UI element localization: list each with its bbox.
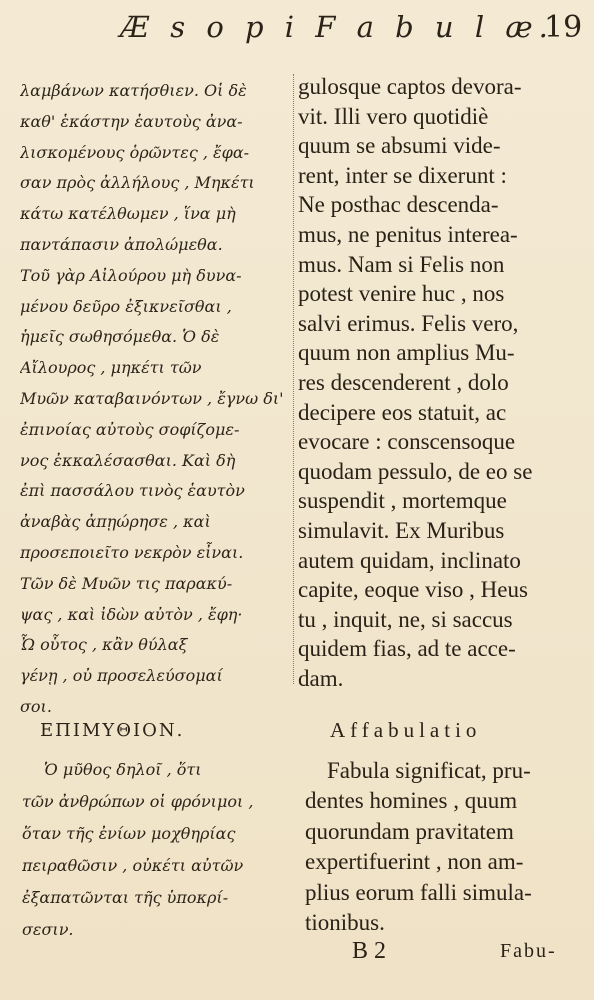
- latin-line: autem quidam, inclinato: [298, 547, 521, 573]
- greek-line: Μυῶν καταβαινόντων , ἔγνω δι': [20, 388, 284, 408]
- greek-moral-line: τῶν ἀνθρώπων οἱ φρόνιμοι ,: [22, 792, 254, 811]
- running-head: Æ s o p i F a b u l æ.: [120, 10, 554, 44]
- column-divider: [293, 74, 295, 684]
- greek-line: Ὦ οὗτος , κἂν θύλαξ: [20, 635, 188, 655]
- latin-line: capite, eoque viso , Heus: [298, 577, 528, 603]
- signature-mark: B 2: [352, 938, 387, 964]
- latin-moral-line: quorundam pravitatem: [305, 818, 514, 844]
- greek-moral-line: πειραθῶσιν , οὐκέτι αὐτῶν: [22, 856, 244, 875]
- greek-line: ψας , καὶ ἰδὼν αὐτὸν , ἔφη·: [20, 604, 243, 624]
- greek-line: κάτω κατέλθωμεν , ἵνα μὴ: [20, 204, 236, 224]
- greek-moral-line: Ὁ μῦθος δηλοῖ , ὅτι: [44, 760, 202, 779]
- latin-line: mus, ne penitus interea-: [298, 221, 518, 247]
- greek-line: ἐπὶ πασσάλου τινὸς ἑαυτὸν: [20, 481, 245, 501]
- greek-line: ἡμεῖς σωθησόμεθα. Ὁ δὲ: [20, 327, 220, 347]
- page-header: [0, 4, 594, 52]
- greek-line: Τοῦ γὰρ Αἰλούρου μὴ δυνα-: [20, 265, 242, 285]
- greek-moral-line: ἐξαπατῶνται τῆς ὑποκρί-: [22, 888, 229, 907]
- latin-line: suspendit , mortemque: [298, 488, 507, 514]
- greek-column: [20, 76, 292, 723]
- greek-line: ἀναβὰς ἀπῃώρησε , καὶ: [20, 512, 211, 532]
- latin-line: tu , inquit, ne, si saccus: [298, 606, 513, 632]
- latin-column: [298, 72, 584, 693]
- greek-line: σαν πρὸς ἀλλήλους , Μηκέτι: [20, 173, 255, 193]
- latin-moral-line: plius eorum falli simula-: [305, 879, 532, 905]
- latin-line: gulosque captos devora-: [298, 74, 522, 99]
- latin-line: dam.: [298, 665, 344, 691]
- latin-moral-heading: Affabulatio: [330, 718, 482, 742]
- latin-line: decipere eos statuit, ac: [298, 399, 507, 425]
- latin-line: potest venire huc , nos: [298, 281, 505, 307]
- latin-line: simulavit. Ex Muribus: [298, 517, 505, 543]
- greek-line: μένου δεῦρο ἐξικνεῖσθαι ,: [20, 296, 232, 316]
- latin-moral-line: dentes homines , quum: [305, 788, 518, 814]
- latin-line: res descenderent , dolo: [298, 369, 509, 395]
- latin-line: Ne posthac descenda-: [298, 192, 499, 218]
- greek-line: παντάπασιν ἀπολώμεθα.: [20, 234, 223, 254]
- latin-moral-line: tionibus.: [305, 910, 385, 936]
- latin-line: quum se absumi vide-: [298, 133, 501, 159]
- greek-moral-heading: ΕΠΙΜΥΘΙΟΝ.: [40, 720, 185, 741]
- latin-line: mus. Nam si Felis non: [298, 251, 505, 277]
- latin-line: evocare : conscensoque: [298, 429, 516, 455]
- greek-line: καθ' ἑκάστην ἑαυτοὺς ἀνα-: [20, 111, 243, 131]
- greek-moral-line: ὅταν τῆς ἐνίων μοχθηρίας: [22, 824, 236, 843]
- catchword: Fabu-: [500, 940, 557, 962]
- greek-line: σοι.: [20, 696, 52, 716]
- latin-line: quodam pessulo, de eo se: [298, 458, 533, 484]
- greek-line: προσεποιεῖτο νεκρὸν εἶναι.: [20, 542, 244, 562]
- greek-line: λαμβάνων κατήσθιεν. Οἱ δὲ: [20, 81, 247, 100]
- greek-moral-line: σεσιν.: [22, 920, 74, 939]
- greek-line: νος ἐκκαλέσασθαι. Καὶ δὴ: [20, 450, 236, 470]
- latin-moral-line: expertifuerint , non am-: [305, 849, 524, 875]
- greek-line: λισκομένους ὁρῶντες , ἔφα-: [20, 142, 250, 162]
- latin-line: rent, inter se dixerunt :: [298, 162, 507, 188]
- latin-moral-line: Fabula significat, pru-: [327, 758, 531, 783]
- latin-line: quum non amplius Mu-: [298, 340, 515, 366]
- greek-line: ἐπινοίας αὐτοὺς σοφίζομε-: [20, 419, 240, 439]
- latin-line: quidem fias, ad te acce-: [298, 636, 516, 662]
- greek-line: Τῶν δὲ Μυῶν τις παρακύ-: [20, 573, 233, 593]
- latin-line: salvi erimus. Felis vero,: [298, 310, 519, 336]
- latin-moral: [305, 756, 585, 938]
- greek-line: γένῃ , οὐ προσελεύσομαί: [20, 666, 223, 686]
- greek-line: Αἴλουρος , μηκέτι τῶν: [20, 358, 202, 378]
- page-number: 19: [544, 10, 583, 45]
- greek-moral: [22, 754, 294, 946]
- latin-line: vit. Illi vero quotidiè: [298, 103, 489, 129]
